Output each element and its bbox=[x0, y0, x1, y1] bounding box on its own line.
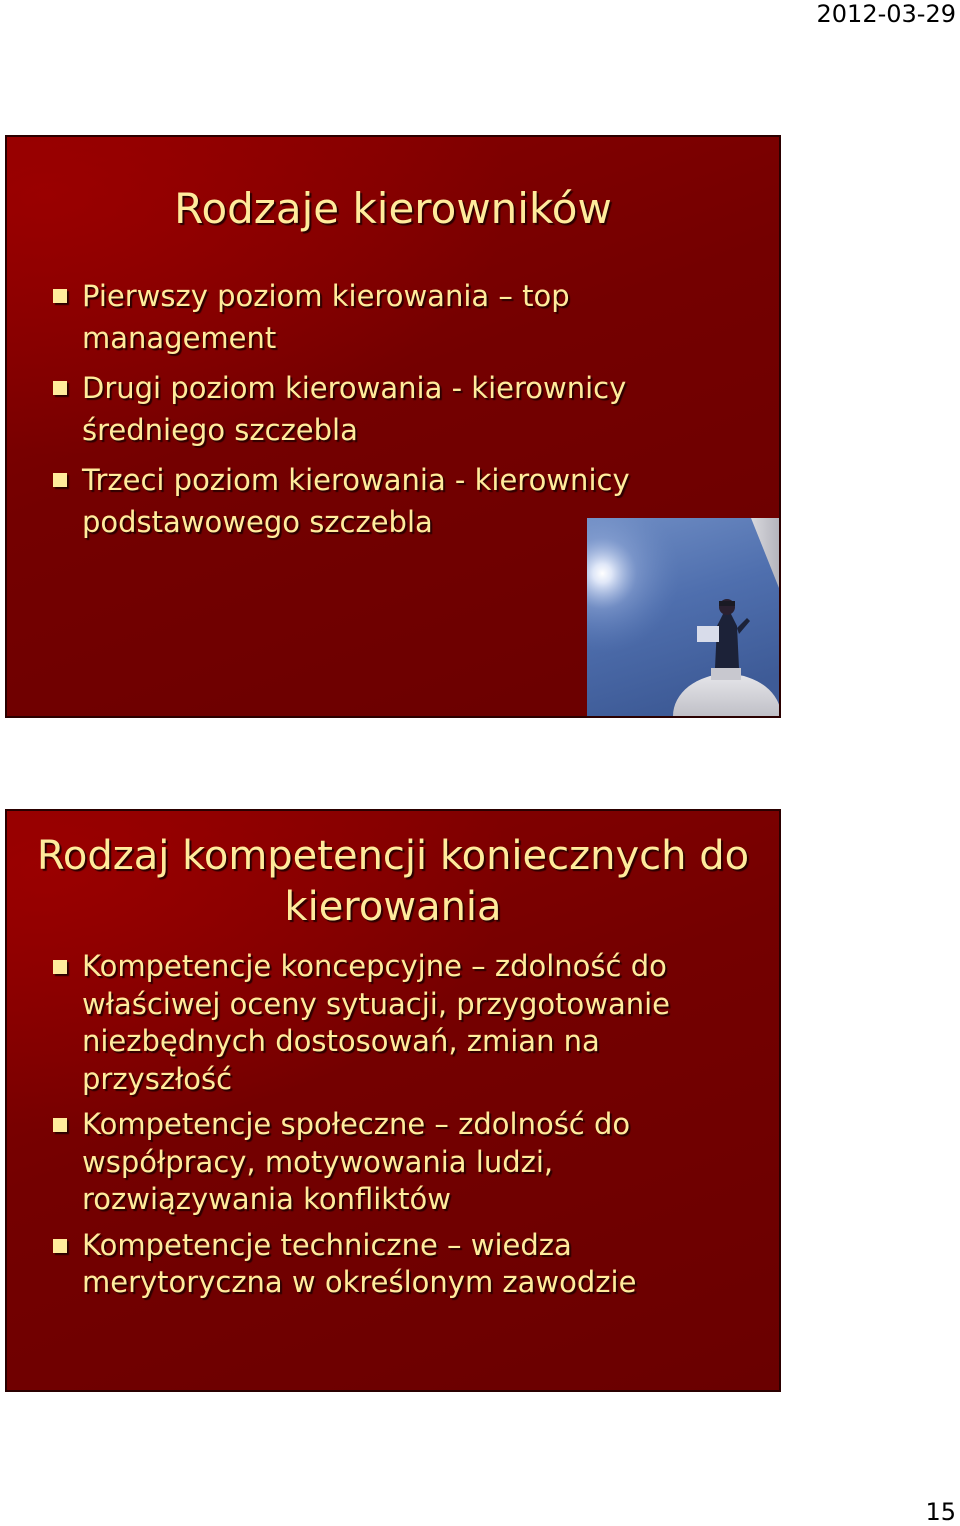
bullet-text: Kompetencje społeczne – zdolność do współpracy, motywowania ludzi, rozwiązywania konfliktów bbox=[82, 1107, 631, 1216]
bullet-item bbox=[53, 275, 663, 359]
square-bullet-icon bbox=[53, 381, 67, 395]
square-bullet-icon bbox=[53, 1239, 67, 1253]
slide-title: Rodzaje kierowników bbox=[174, 184, 612, 233]
square-bullet-icon bbox=[53, 1118, 67, 1132]
slide-manager-types bbox=[5, 135, 781, 718]
bullet-text: Drugi poziom kierowania - kierownicy średniego szczebla bbox=[82, 371, 627, 447]
bullet-item bbox=[53, 1106, 713, 1219]
square-bullet-icon bbox=[53, 960, 67, 974]
bullet-item bbox=[53, 1227, 713, 1302]
slide-title: Rodzaj kompetencji koniecznych do kierowania bbox=[36, 833, 750, 930]
square-bullet-icon bbox=[53, 289, 67, 303]
page-date: 2012-03-29 bbox=[816, 0, 956, 28]
bullet-text: Pierwszy poziom kierowania – top management bbox=[82, 279, 570, 355]
bullet-item bbox=[53, 367, 663, 451]
bullet-list bbox=[53, 275, 663, 551]
bullet-text: Kompetencje koncepcyjne – zdolność do właściwej oceny sytuacji, przygotowanie niezbędnych dostosowań, zmian na przyszłość bbox=[82, 949, 671, 1096]
page-number: 15 bbox=[925, 1498, 956, 1526]
bullet-text: Kompetencje techniczne – wiedza merytoryczna w określonym zawodzie bbox=[82, 1227, 637, 1299]
bullet-item bbox=[53, 459, 663, 543]
bullet-list bbox=[53, 948, 713, 1310]
bullet-item bbox=[53, 948, 713, 1098]
bullet-text: Trzeci poziom kierowania - kierownicy podstawowego szczebla bbox=[82, 463, 630, 539]
slide-management-competencies bbox=[5, 809, 781, 1392]
person-on-dome-photo bbox=[587, 518, 779, 716]
square-bullet-icon bbox=[53, 473, 67, 487]
